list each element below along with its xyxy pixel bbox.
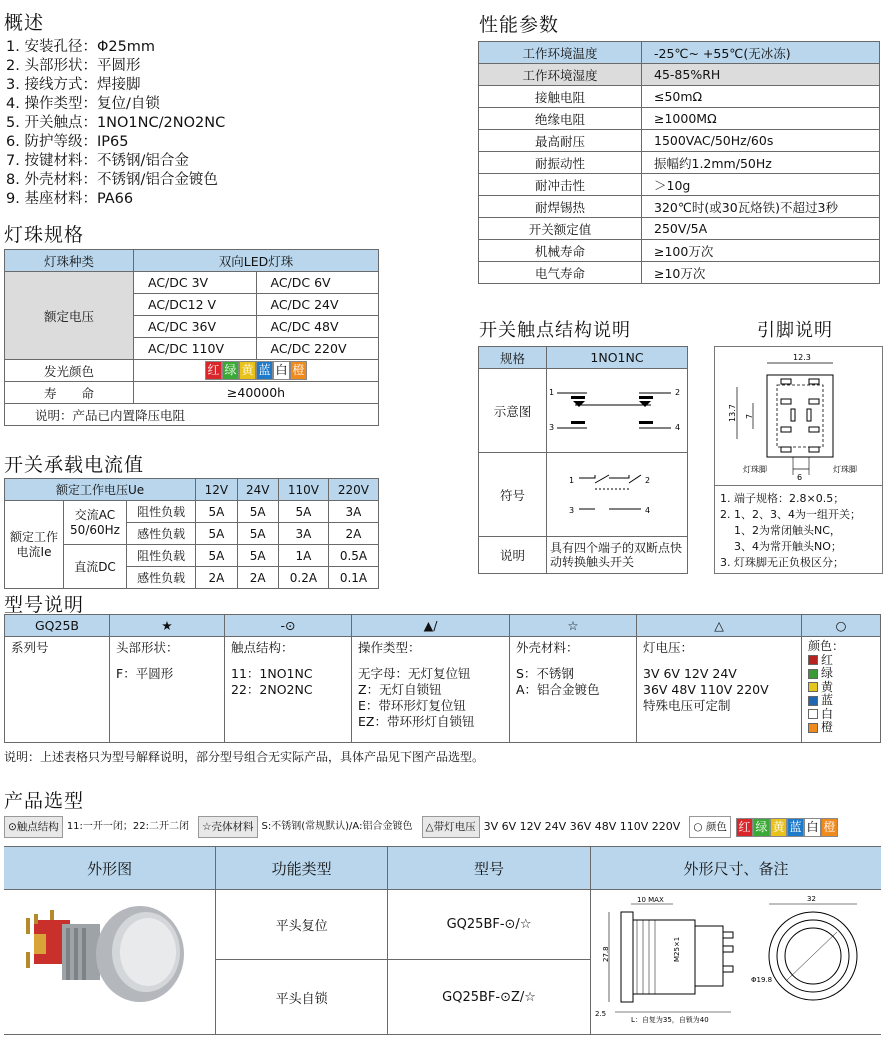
model-title: 型号说明 — [4, 594, 85, 616]
pin-label: 1 — [549, 388, 555, 397]
performance-label: 开关额定值 — [479, 218, 642, 240]
dim-label: M25×1 — [673, 936, 681, 962]
performance-label: 绝缘电阻 — [479, 108, 642, 130]
pinout-note: 1. 端子规格：2.8×0.5； — [720, 492, 845, 505]
performance-value: ≥1000MΩ — [642, 108, 880, 130]
selection-header: 外形尺寸、备注 — [591, 847, 882, 890]
performance-row — [479, 240, 880, 262]
color-square-icon — [808, 709, 818, 719]
performance-value: ≥10万次 — [642, 262, 880, 284]
performance-value: ≥100万次 — [642, 240, 880, 262]
contact-title: 开关触点结构说明 — [479, 320, 631, 341]
color-swatch: 绿 — [753, 818, 770, 837]
led-voltage-cell: AC/DC 220V — [256, 338, 379, 360]
model-line: 外壳材料： — [516, 640, 579, 655]
current-header: 额定工作电压Ue — [5, 479, 196, 501]
performance-label: 耐冲击性 — [479, 174, 642, 196]
pinout-note: 3. 灯珠脚无正负极区分； — [720, 556, 844, 569]
color-swatch: 白 — [804, 818, 821, 837]
performance-label: 接触电阻 — [479, 86, 642, 108]
performance-row — [479, 86, 880, 108]
performance-table — [478, 41, 880, 284]
performance-row — [479, 152, 880, 174]
model-line: 3V 6V 12V 24V — [643, 666, 737, 681]
overview-item: 2. 头部形状：平圆形 — [6, 58, 141, 74]
performance-row — [479, 218, 880, 240]
dim-label: 27.8 — [602, 946, 610, 962]
current-cell: 5A — [237, 523, 278, 545]
product-image-cell — [4, 890, 216, 1035]
pin-label: 2 — [675, 388, 681, 397]
color-swatch: 橙 — [821, 818, 838, 837]
model-col — [225, 637, 352, 743]
model-line: 操作类型： — [358, 640, 421, 655]
model-symbol: ★ — [110, 615, 225, 637]
current-header-v: 110V — [278, 479, 328, 501]
current-load: 感性负载 — [127, 567, 196, 589]
current-dc-label: 直流DC — [64, 545, 127, 589]
led-voltage-cell: AC/DC 36V — [134, 316, 257, 338]
model-symbol: ☆ — [510, 615, 637, 637]
model-note: 说明：上述表格只为型号解释说明，部分型号组合无实际产品，具体产品见下图产品选型。 — [4, 750, 485, 764]
current-cell: 0.2A — [278, 567, 328, 589]
current-cell: 5A — [237, 545, 278, 567]
pin-label: 3 — [569, 506, 575, 515]
dim-label: 7 — [745, 413, 754, 419]
led-note: 说明：产品已内置降压电阻 — [5, 404, 379, 426]
pinout-note: 3、4为常开触头NO； — [734, 540, 842, 553]
current-ac-label: 交流AC 50/60Hz — [64, 501, 127, 545]
model-line: F：平圆形 — [116, 666, 174, 681]
dim-label: 10 MAX — [637, 896, 664, 904]
current-title: 开关承载电流值 — [4, 454, 145, 476]
performance-row — [479, 130, 880, 152]
overview-item: 6. 防护等级：IP65 — [6, 134, 129, 150]
pinout-notes — [720, 491, 861, 571]
selection-bar — [4, 816, 884, 838]
dim-label: 13.7 — [728, 404, 737, 422]
current-header-v: 24V — [237, 479, 278, 501]
model-symbol: ▲/ — [352, 615, 510, 637]
led-voltage-cell: AC/DC 6V — [256, 272, 379, 294]
model-symbol: △ — [637, 615, 802, 637]
performance-value: 45-85%RH — [642, 64, 880, 86]
current-cell: 1A — [278, 545, 328, 567]
model-line: 22：2NO2NC — [231, 682, 313, 697]
model-line: 灯电压： — [643, 640, 694, 655]
model-col-colors — [802, 637, 881, 743]
performance-value: 320℃时(或30瓦烙铁)不超过3秒 — [642, 196, 880, 218]
model-line: 触点结构： — [231, 640, 294, 655]
volt-select-label: △带灯电压 — [422, 816, 480, 838]
dim-label: 6 — [797, 473, 803, 482]
led-spec-title: 灯珠规格 — [4, 224, 85, 246]
current-cell: 5A — [196, 523, 237, 545]
model-symbol: ○ — [802, 615, 881, 637]
model-line: 颜色： — [808, 639, 845, 653]
contact-select-value: 11:一开一闭；22:二开二闭 — [66, 821, 189, 832]
model-color-name: 橙 — [821, 720, 834, 734]
model-line: 特殊电压可定制 — [643, 698, 731, 713]
pinout-note: 2. 1、2、3、4为一组开关； — [720, 508, 861, 521]
model-symbol: GQ25B — [5, 615, 110, 637]
model-color-item — [808, 708, 874, 722]
selection-header: 型号 — [388, 847, 591, 890]
contact-header-spec: 规格 — [479, 347, 547, 369]
color-swatch: 黄 — [770, 818, 787, 837]
selection-header: 功能类型 — [216, 847, 388, 890]
pinout-title: 引脚说明 — [757, 320, 833, 341]
performance-label: 电气寿命 — [479, 262, 642, 284]
performance-row — [479, 108, 880, 130]
color-swatch: 黄 — [239, 361, 256, 380]
model-color-name: 黄 — [821, 679, 834, 694]
performance-row — [479, 262, 880, 284]
led-header-value: 双向LED灯珠 — [134, 250, 379, 272]
dim-label: Φ19.8 — [751, 976, 773, 984]
current-cell: 2A — [328, 523, 378, 545]
performance-row — [479, 196, 880, 218]
overview-item: 8. 外壳材料：不锈钢/铝合金镀色 — [6, 172, 218, 188]
led-voltage-cell: AC/DC 48V — [256, 316, 379, 338]
performance-row — [479, 64, 880, 86]
contact-symbol-label: 符号 — [479, 453, 547, 537]
performance-title: 性能参数 — [479, 14, 560, 36]
color-select-label: ○ 颜色 — [689, 816, 731, 838]
color-swatch: 白 — [273, 361, 290, 380]
contact-desc-label: 说明 — [479, 537, 547, 574]
pinout-diagram — [715, 347, 882, 482]
model-col — [5, 637, 110, 743]
contact-select-label: ⊙触点结构 — [4, 816, 63, 838]
current-cell: 5A — [237, 501, 278, 523]
performance-value: ＞10g — [642, 174, 880, 196]
performance-value: -25℃~ +55℃(无冰冻) — [642, 42, 880, 64]
color-square-icon — [808, 655, 818, 665]
color-swatches — [736, 817, 838, 836]
current-cell: 3A — [328, 501, 378, 523]
model-table — [4, 614, 881, 743]
model-color-name: 白 — [821, 706, 834, 721]
contact-symbol — [547, 453, 688, 537]
current-header-v: 12V — [196, 479, 237, 501]
dim-label: L：自复为35，自锁为40 — [631, 1016, 709, 1024]
color-swatch: 橙 — [290, 361, 307, 380]
color-square-icon — [808, 682, 818, 692]
overview-item: 1. 安装孔径：Φ25mm — [6, 39, 156, 55]
model-color-name: 蓝 — [821, 693, 834, 707]
contact-desc-value: 具有四个端子的双断点快动转换触头开关 — [547, 537, 688, 574]
current-row-label: 额定工作电流Ie — [5, 501, 64, 589]
pin-label: 4 — [645, 506, 651, 515]
current-load: 阻性负载 — [127, 501, 196, 523]
volt-select-value: 3V 6V 12V 24V 36V 48V 110V 220V — [483, 820, 681, 833]
color-swatch: 红 — [736, 818, 753, 837]
model-col — [352, 637, 510, 743]
model-line: 系列号 — [11, 640, 49, 655]
selection-header: 外形图 — [4, 847, 216, 890]
performance-value: 1500VAC/50Hz/60s — [642, 130, 880, 152]
pinout-box — [714, 346, 883, 574]
performance-value: 250V/5A — [642, 218, 880, 240]
current-load: 感性负载 — [127, 523, 196, 545]
overview-title: 概述 — [4, 12, 45, 34]
color-square-icon — [808, 669, 818, 679]
selection-model: GQ25BF-⊙/☆ — [388, 890, 591, 960]
symbol-diagram — [547, 453, 687, 533]
model-color-item — [808, 667, 874, 681]
model-line: 头部形状： — [116, 640, 179, 655]
current-header-v: 220V — [328, 479, 378, 501]
led-voltage-cell: AC/DC 24V — [256, 294, 379, 316]
led-pin-label: 灯珠脚 — [833, 465, 857, 474]
performance-value: 振幅约1.2mm/50Hz — [642, 152, 880, 174]
led-life-label: 寿 命 — [5, 382, 134, 404]
current-cell: 5A — [196, 545, 237, 567]
led-color-label: 发光颜色 — [5, 360, 134, 382]
led-voltage-cell: AC/DC 3V — [134, 272, 257, 294]
model-color-item — [808, 681, 874, 695]
color-square-icon — [808, 723, 818, 733]
color-square-icon — [808, 696, 818, 706]
selection-table — [4, 846, 881, 1035]
model-line: E：带环形灯复位钮 — [358, 698, 466, 713]
performance-label: 最高耐压 — [479, 130, 642, 152]
current-cell: 2A — [237, 567, 278, 589]
current-cell: 0.5A — [328, 545, 378, 567]
dim-label: 12.3 — [793, 353, 811, 362]
shell-select-label: ☆壳体材料 — [198, 816, 257, 838]
selection-type: 平头自锁 — [216, 960, 388, 1035]
color-swatch: 绿 — [222, 361, 239, 380]
performance-label: 机械寿命 — [479, 240, 642, 262]
led-color-swatches — [134, 360, 379, 382]
contact-header-value: 1NO1NC — [547, 347, 688, 369]
overview-item: 7. 按键材料：不锈钢/铝合金 — [6, 153, 189, 169]
model-col — [110, 637, 225, 743]
selection-title: 产品选型 — [4, 790, 85, 812]
color-swatch: 蓝 — [787, 818, 804, 837]
selection-model: GQ25BF-⊙Z/☆ — [388, 960, 591, 1035]
pin-label: 1 — [569, 476, 575, 485]
performance-row — [479, 42, 880, 64]
current-load: 阻性负载 — [127, 545, 196, 567]
led-pin-label: 灯珠脚 — [743, 465, 767, 474]
led-voltage-cell: AC/DC 110V — [134, 338, 257, 360]
model-col — [510, 637, 637, 743]
current-cell: 0.1A — [328, 567, 378, 589]
pin-label: 2 — [645, 476, 651, 485]
pin-label: 4 — [675, 423, 681, 432]
dim-label: 2.5 — [595, 1010, 607, 1018]
contact-schematic-label: 示意图 — [479, 369, 547, 453]
dim-label: 32 — [807, 895, 816, 903]
led-header-type: 灯珠种类 — [5, 250, 134, 272]
current-table — [4, 478, 379, 589]
current-cell: 5A — [278, 501, 328, 523]
schematic-diagram — [547, 369, 687, 449]
pin-label: 3 — [549, 423, 555, 432]
color-swatch: 红 — [205, 361, 222, 380]
product-image — [4, 890, 204, 1030]
model-line: S：不锈钢 — [516, 666, 574, 681]
overview-item: 5. 开关触点：1NO1NC/2NO2NC — [6, 115, 226, 131]
model-color-name: 绿 — [821, 666, 834, 680]
overview-list — [6, 38, 225, 209]
performance-label: 耐焊锡热 — [479, 196, 642, 218]
overview-item: 3. 接线方式：焊接脚 — [6, 77, 141, 93]
dimension-drawing-cell — [591, 890, 882, 1035]
model-symbol: -⊙ — [225, 615, 352, 637]
model-line: Z：无灯自锁钮 — [358, 682, 442, 697]
current-cell: 2A — [196, 567, 237, 589]
model-color-item — [808, 694, 874, 708]
model-line: 36V 48V 110V 220V — [643, 682, 769, 697]
overview-item: 4. 操作类型：复位/自锁 — [6, 96, 160, 112]
overview-item: 9. 基座材料：PA66 — [6, 191, 134, 207]
pinout-note: 1、2为常闭触头NC， — [734, 524, 841, 537]
current-cell: 3A — [278, 523, 328, 545]
performance-label: 耐振动性 — [479, 152, 642, 174]
led-voltage-label: 额定电压 — [5, 272, 134, 360]
model-line: 11：1NO1NC — [231, 666, 313, 681]
contact-schematic — [547, 369, 688, 453]
current-cell: 5A — [196, 501, 237, 523]
model-line: 无字母：无灯复位钮 — [358, 666, 471, 681]
dimension-drawing — [591, 890, 881, 1030]
model-line: EZ：带环形灯自锁钮 — [358, 714, 475, 729]
performance-label: 工作环境温度 — [479, 42, 642, 64]
performance-value: ≤50mΩ — [642, 86, 880, 108]
model-color-item — [808, 654, 874, 668]
selection-type: 平头复位 — [216, 890, 388, 960]
model-color-item — [808, 721, 874, 735]
led-spec-table — [4, 249, 379, 426]
performance-row — [479, 174, 880, 196]
shell-select-value: S:不锈钢(常规默认)/A:铝合金镀色 — [261, 821, 413, 832]
model-color-name: 红 — [821, 652, 834, 667]
contact-table — [478, 346, 688, 574]
performance-label: 工作环境湿度 — [479, 64, 642, 86]
model-line: A：铝合金镀色 — [516, 682, 600, 697]
model-col — [637, 637, 802, 743]
led-voltage-cell: AC/DC12 V — [134, 294, 257, 316]
led-life-value: ≥40000h — [134, 382, 379, 404]
color-swatch: 蓝 — [256, 361, 273, 380]
